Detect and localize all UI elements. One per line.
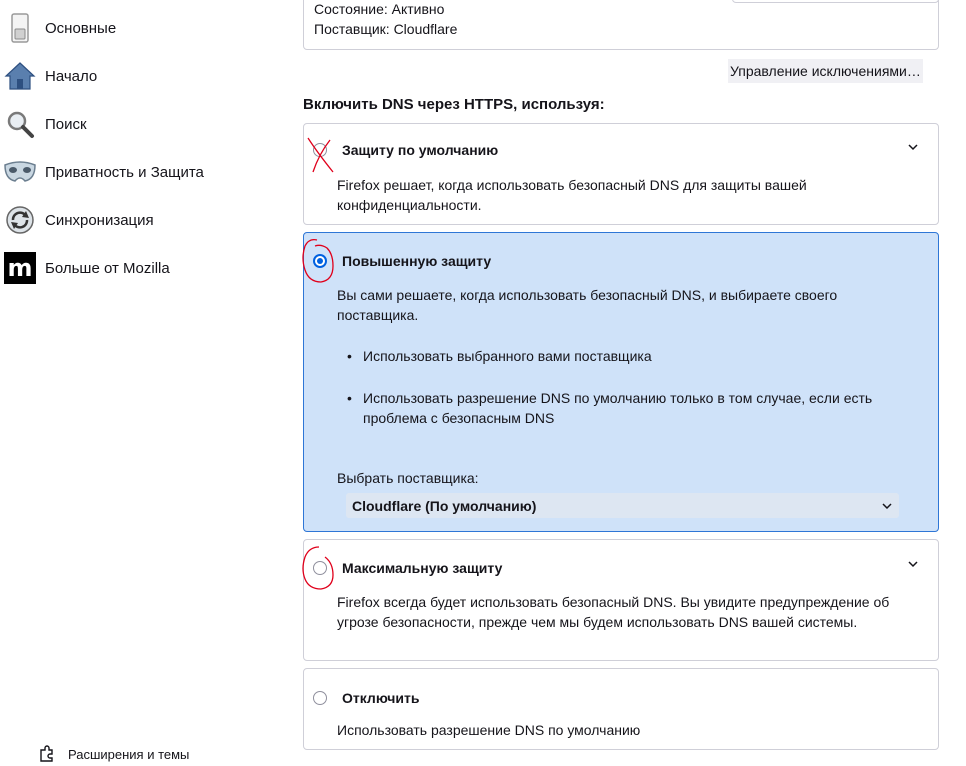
list-item: • Использовать разрешение DNS по умолчанию только в том случае, если есть проблема с безопасным DNS xyxy=(347,388,907,428)
option-default-protection[interactable] xyxy=(303,123,939,225)
dns-status-state: Состояние: Активно xyxy=(314,1,445,17)
svg-text:m: m xyxy=(7,254,33,282)
option-title: Повышенную защиту xyxy=(342,253,492,269)
manage-exceptions-button[interactable]: Управление исключениями… xyxy=(728,59,923,83)
sidebar-item-general[interactable] xyxy=(0,8,260,48)
sidebar-item-label: Синхронизация xyxy=(45,211,154,229)
provider-select[interactable] xyxy=(346,493,899,518)
provider-select-value: Cloudflare (По умолчанию) xyxy=(352,497,537,514)
sidebar-item-sync[interactable] xyxy=(0,200,260,240)
dns-settings-panel xyxy=(303,0,943,766)
increased-protection-radio[interactable] xyxy=(313,254,327,268)
dns-status-box xyxy=(303,0,939,50)
option-increased-head[interactable] xyxy=(313,253,491,269)
default-protection-radio[interactable] xyxy=(313,143,327,157)
sidebar-item-label: Больше от Mozilla xyxy=(45,259,170,277)
option-title: Максимальную защиту xyxy=(342,560,503,576)
option-description: Firefox решает, когда использовать безопасный DNS для защиты вашей конфиденциальности. xyxy=(337,177,807,213)
sidebar-item-more-from-mozilla[interactable] xyxy=(0,248,260,288)
max-protection-radio[interactable] xyxy=(313,561,327,575)
puzzle-icon xyxy=(38,744,56,765)
option-off-head[interactable] xyxy=(313,690,419,706)
option-max-head[interactable] xyxy=(313,560,502,576)
section-title: Включить DNS через HTTPS, используя: xyxy=(303,96,605,113)
option-description: Использовать разрешение DNS по умолчанию xyxy=(337,722,641,738)
mozilla-m-icon xyxy=(3,251,37,285)
option-description: Вы сами решаете, когда использовать безопасный DNS, и выбираете своего поставщика. xyxy=(337,287,838,323)
chevron-down-icon[interactable] xyxy=(906,140,920,154)
option-default-head[interactable] xyxy=(313,142,498,158)
chevron-down-icon[interactable] xyxy=(906,557,920,571)
home-icon xyxy=(3,59,37,93)
list-item: • Использовать выбранного вами поставщика xyxy=(347,346,907,366)
general-switch-icon xyxy=(3,11,37,45)
chevron-down-icon xyxy=(881,501,893,511)
off-radio[interactable] xyxy=(313,691,327,705)
search-icon xyxy=(3,107,37,141)
privacy-mask-icon xyxy=(3,155,37,189)
sidebar-item-search[interactable] xyxy=(0,104,260,144)
extensions-themes-label: Расширения и темы xyxy=(68,747,190,762)
sidebar-item-label: Начало xyxy=(45,67,98,85)
option-title: Защиту по умолчанию xyxy=(342,142,499,158)
sidebar-item-privacy[interactable] xyxy=(0,152,260,192)
option-off[interactable] xyxy=(303,668,939,750)
sync-icon xyxy=(3,203,37,237)
option-description: Firefox всегда будет использовать безопасный DNS. Вы увидите предупреждение об угрозе безопасности, прежде чем мы будем использовать DNS вашей системы. xyxy=(337,594,890,630)
dns-status-provider: Поставщик: Cloudflare xyxy=(314,21,458,37)
option-title: Отключить xyxy=(342,690,420,706)
extensions-themes-link[interactable] xyxy=(38,744,189,765)
sidebar xyxy=(0,0,290,766)
provider-label: Выбрать поставщика: xyxy=(337,470,479,486)
option-max-protection[interactable] xyxy=(303,539,939,661)
sidebar-item-label: Поиск xyxy=(45,115,87,133)
sidebar-item-label: Приватность и Защита xyxy=(45,163,204,181)
option-increased-protection[interactable] xyxy=(303,232,939,532)
sidebar-item-home[interactable] xyxy=(0,56,260,96)
option-bullet-list xyxy=(347,346,907,450)
sidebar-item-label: Основные xyxy=(45,19,117,37)
